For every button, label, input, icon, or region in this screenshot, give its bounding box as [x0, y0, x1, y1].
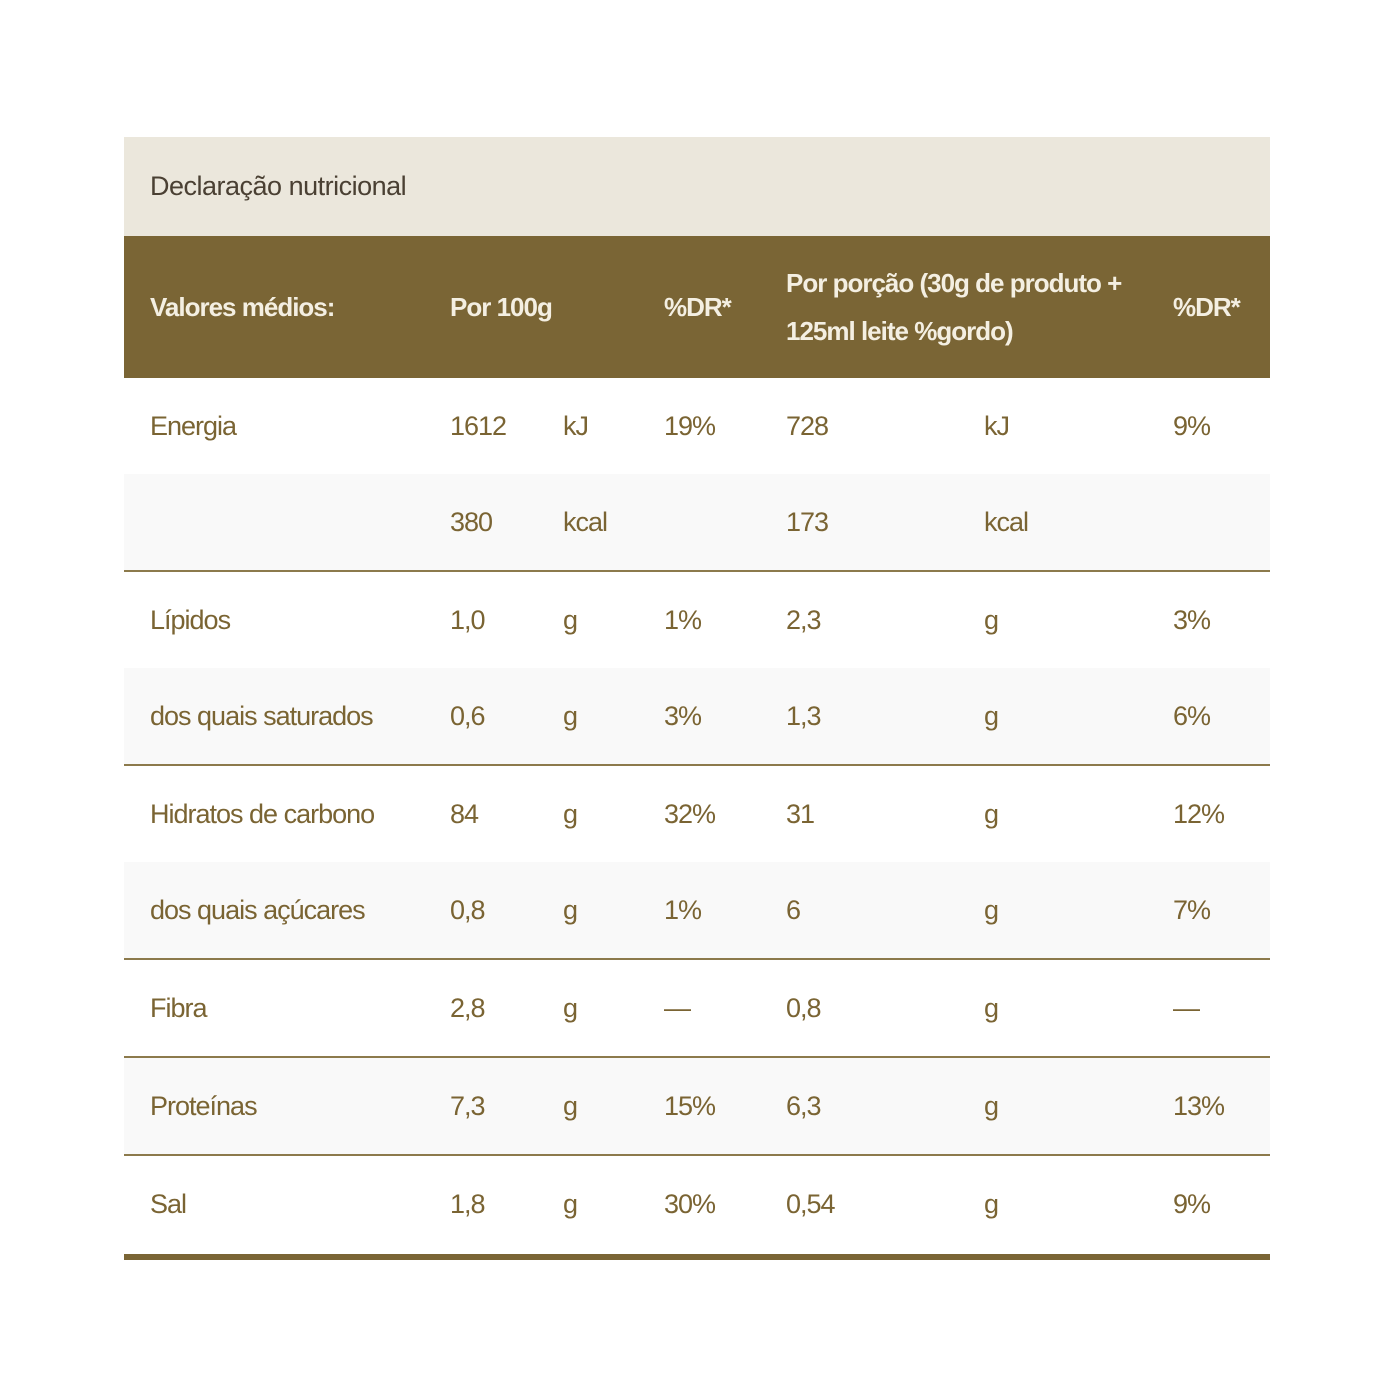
value-per-portion: 1,3 — [786, 700, 821, 731]
unit-per-portion: g — [984, 604, 999, 635]
dr-per-100g: 1% — [664, 604, 702, 635]
unit-per-100g: g — [563, 1090, 578, 1121]
table-title — [124, 137, 1270, 236]
row-label: Hidratos de carbono — [150, 798, 375, 829]
unit-per-100g: g — [563, 894, 578, 925]
dr-per-100g: 32% — [664, 798, 716, 829]
value-per-100g: 1,0 — [450, 604, 485, 635]
row-label: Lípidos — [150, 604, 231, 635]
table-title-text: Declaração nutricional — [150, 171, 407, 201]
table-row-sal — [124, 1156, 1270, 1252]
dr-per-portion: 7% — [1173, 894, 1211, 925]
row-label: dos quais açúcares — [150, 894, 365, 925]
value-per-100g: 1612 — [450, 410, 507, 441]
value-per-portion: 0,8 — [786, 992, 821, 1023]
table-row-energia-kj — [124, 378, 1270, 474]
value-per-portion: 173 — [786, 506, 829, 537]
row-label: dos quais saturados — [150, 700, 373, 731]
dr-per-100g: 1% — [664, 894, 702, 925]
value-per-portion: 6,3 — [786, 1090, 821, 1121]
dr-per-portion: 9% — [1173, 1188, 1211, 1219]
unit-per-portion: g — [984, 1090, 999, 1121]
dr-per-portion: 9% — [1173, 410, 1211, 441]
value-per-100g: 0,6 — [450, 700, 485, 731]
value-per-100g: 2,8 — [450, 992, 485, 1023]
table-row-acucares — [124, 862, 1270, 958]
unit-per-portion: g — [984, 992, 999, 1023]
value-per-100g: 380 — [450, 506, 493, 537]
header-label: Valores médios: — [150, 291, 335, 322]
unit-per-portion: g — [984, 798, 999, 829]
row-label: Energia — [150, 410, 237, 441]
row-label: Fibra — [150, 992, 207, 1023]
header-dr-portion: %DR* — [1173, 291, 1240, 322]
dr-per-portion: 6% — [1173, 700, 1211, 731]
header-per-portion: Por porção (30g de produto + 125ml leite %gordo) — [786, 268, 1122, 346]
dr-per-100g: 19% — [664, 410, 716, 441]
table-row-saturados — [124, 668, 1270, 764]
unit-per-100g: g — [563, 604, 578, 635]
unit-per-portion: g — [984, 700, 999, 731]
dr-per-portion: — — [1173, 992, 1199, 1023]
unit-per-100g: g — [563, 798, 578, 829]
table-bottom-rule — [124, 1254, 1270, 1260]
table-row-lipidos — [124, 572, 1270, 668]
header-per-100g: Por 100g — [450, 291, 552, 322]
value-per-portion: 2,3 — [786, 604, 821, 635]
table-row-hidratos — [124, 766, 1270, 862]
value-per-100g: 1,8 — [450, 1188, 485, 1219]
unit-per-100g: kJ — [563, 410, 588, 441]
unit-per-100g: g — [563, 1188, 578, 1219]
value-per-100g: 84 — [450, 798, 479, 829]
table-row-fibra — [124, 960, 1270, 1056]
value-per-portion: 31 — [786, 798, 815, 829]
nutrition-table — [124, 137, 1270, 1260]
value-per-portion: 6 — [786, 894, 801, 925]
value-per-100g: 7,3 — [450, 1090, 485, 1121]
dr-per-100g: 3% — [664, 700, 702, 731]
dr-per-portion: 12% — [1173, 798, 1225, 829]
unit-per-100g: g — [563, 700, 578, 731]
header-dr-100g: %DR* — [664, 291, 731, 322]
unit-per-portion: kcal — [984, 506, 1029, 537]
dr-per-portion: 13% — [1173, 1090, 1225, 1121]
unit-per-portion: g — [984, 894, 999, 925]
unit-per-portion: g — [984, 1188, 999, 1219]
unit-per-100g: kcal — [563, 506, 608, 537]
value-per-portion: 728 — [786, 410, 829, 441]
value-per-portion: 0,54 — [786, 1188, 835, 1219]
table-row-energia-kcal — [124, 474, 1270, 570]
unit-per-portion: kJ — [984, 410, 1009, 441]
table-row-proteinas — [124, 1058, 1270, 1154]
unit-per-100g: g — [563, 992, 578, 1023]
dr-per-portion: 3% — [1173, 604, 1211, 635]
dr-per-100g: 30% — [664, 1188, 716, 1219]
row-label: Sal — [150, 1188, 187, 1219]
table-header-row — [124, 236, 1270, 378]
dr-per-100g: — — [664, 992, 690, 1023]
dr-per-100g: 15% — [664, 1090, 716, 1121]
row-label: Proteínas — [150, 1090, 257, 1121]
value-per-100g: 0,8 — [450, 894, 485, 925]
